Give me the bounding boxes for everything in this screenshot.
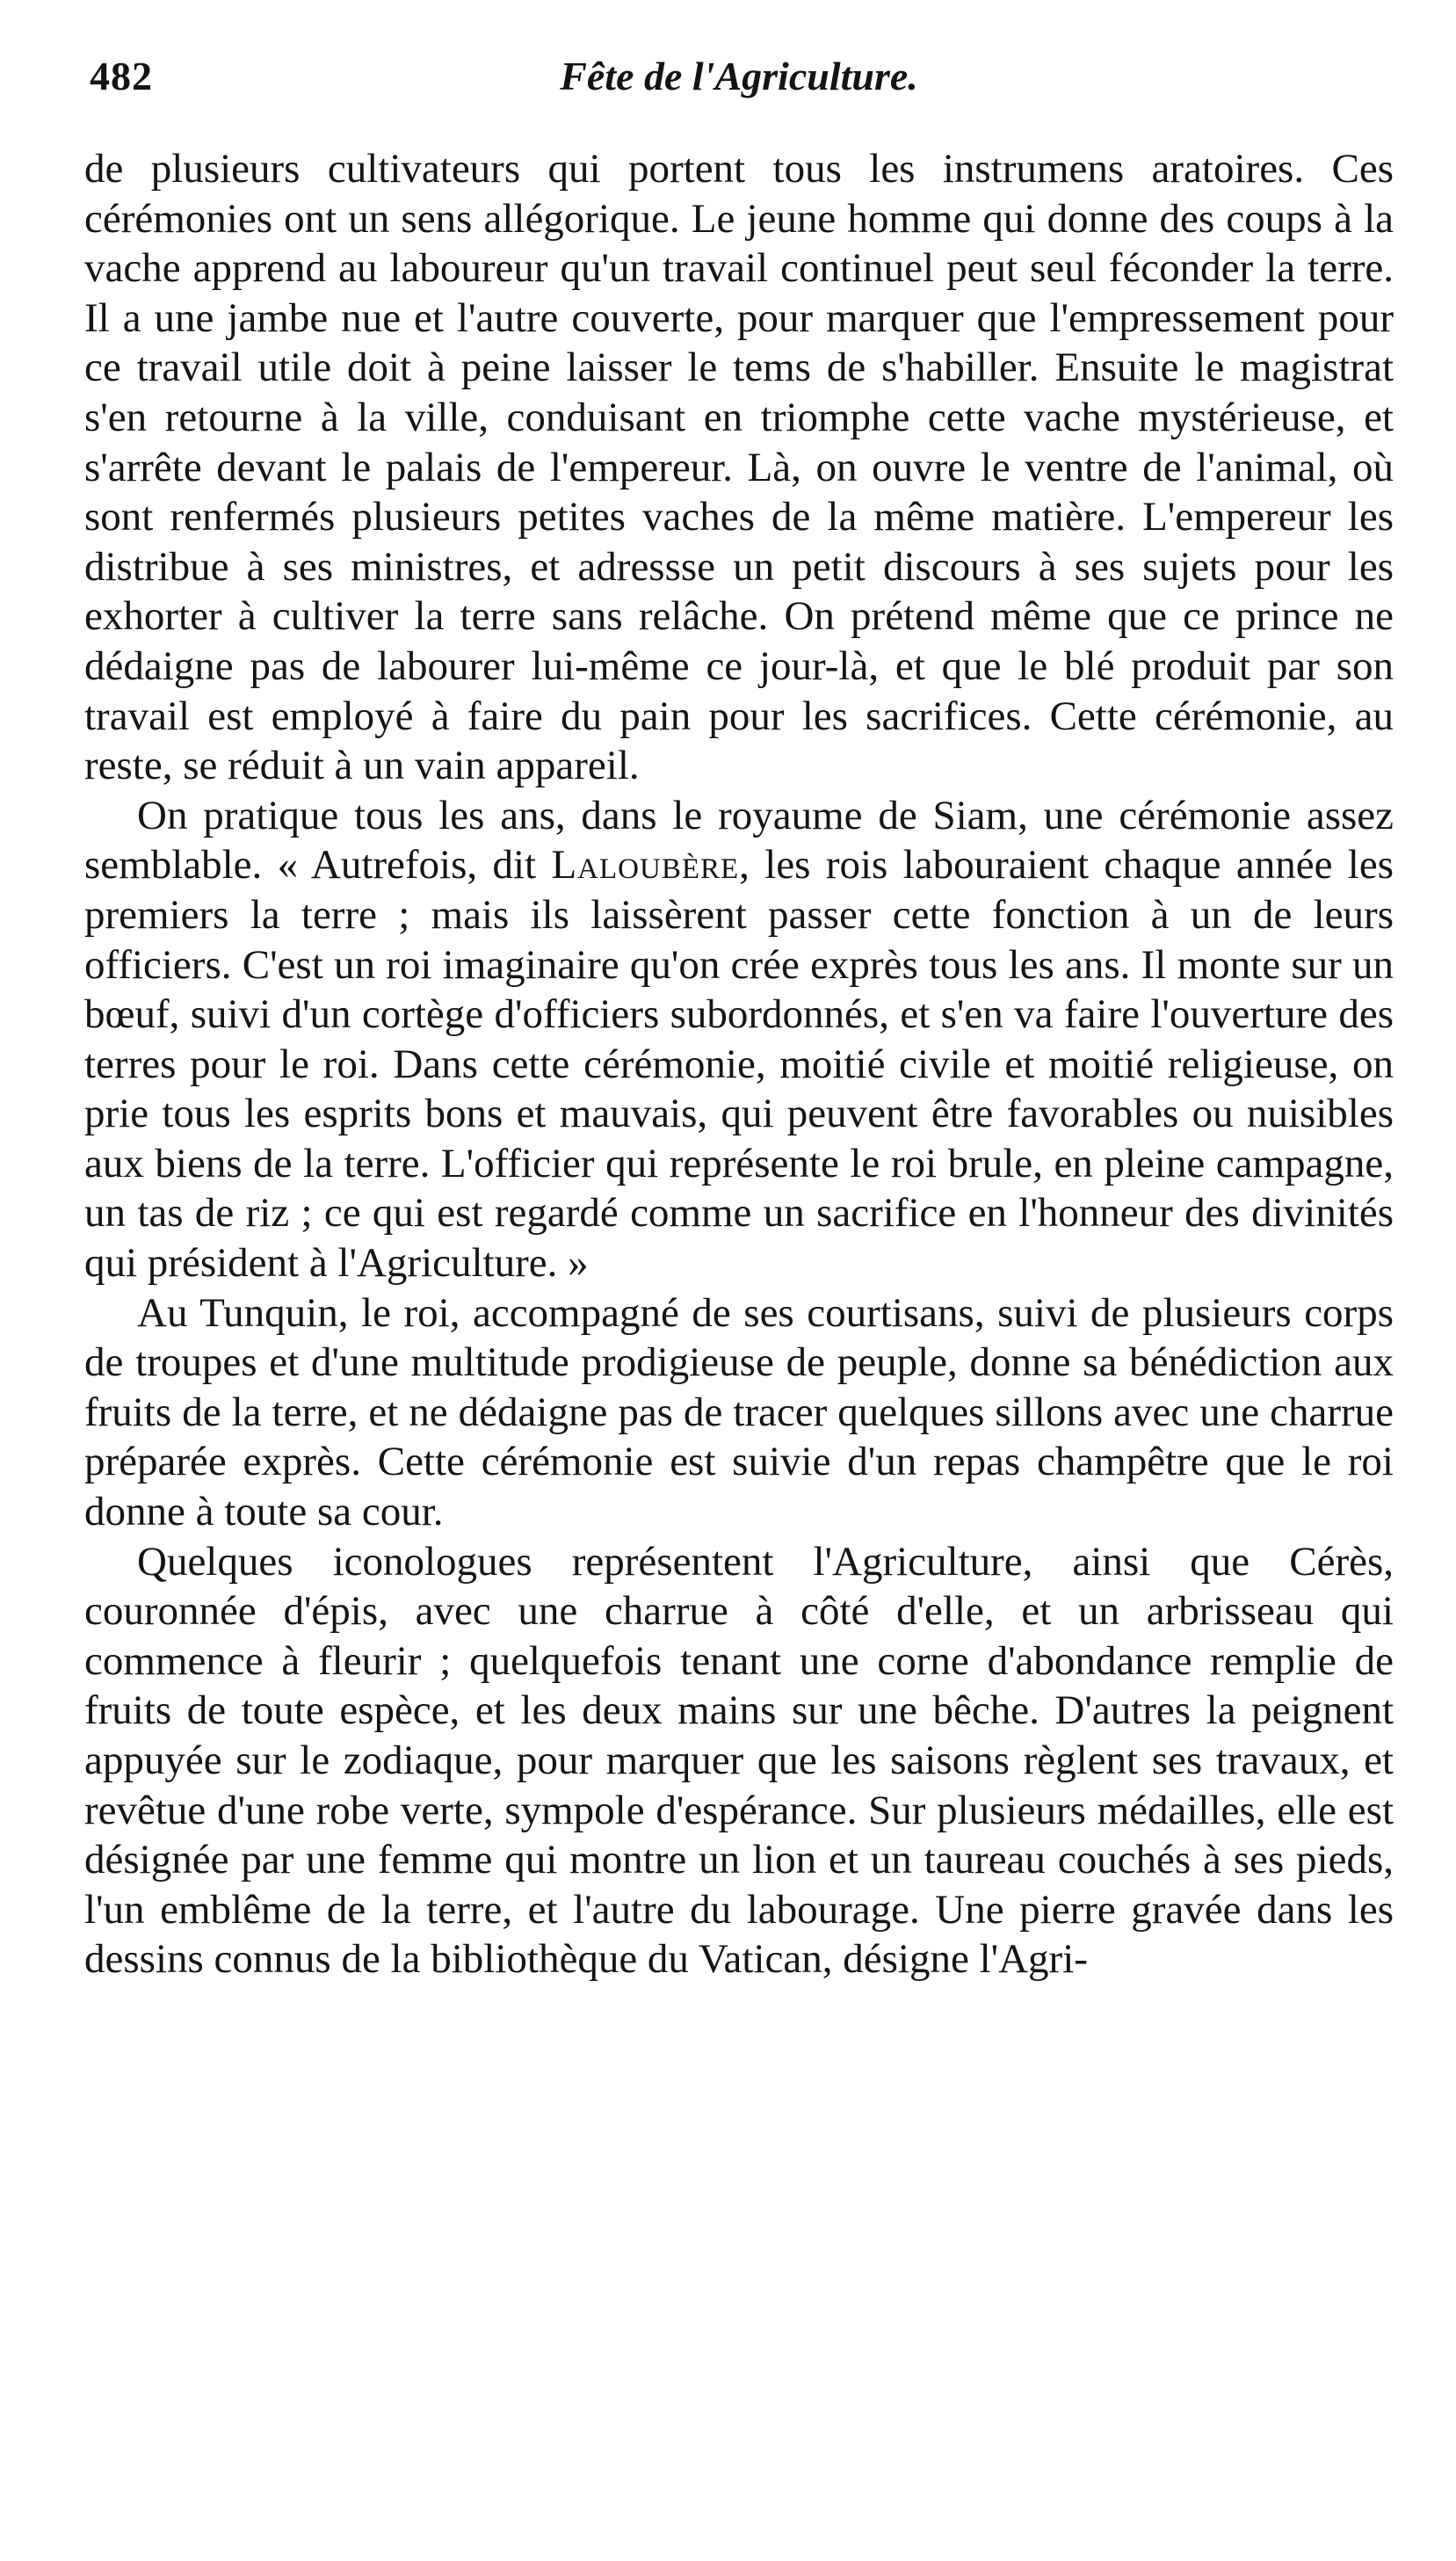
- paragraph-2: [84, 791, 1394, 1288]
- paragraph-1: de plusieurs cultivateurs qui portent tous les instrumens aratoires. Ces cérémonies ont un sens allégorique. Le jeune homme qui donne des coups à la vache apprend au laboureur qu'un travail continuel peut seul féconder la terre. Il a une jambe nue et l'autre couverte, pour marquer que l'empressement pour ce travail utile doit à peine laisser le tems de s'habiller. Ensuite le magistrat s'en retourne à la ville, conduisant en triomphe cette vache mystérieuse, et s'arrête devant le palais de l'empereur. Là, on ouvre le ventre de l'animal, où sont renfermés plusieurs petites vaches de la même matière. L'empereur les distribue à ses ministres, et adressse un petit discours à ses sujets pour les exhorter à cultiver la terre sans relâche. On prétend même que ce prince ne dédaigne pas de labourer lui-même ce jour-là, et que le blé produit par son travail est employé à faire du pain pour les sacrifices. Cette cérémonie, au reste, se réduit à un vain appareil.: [84, 146, 1394, 789]
- body-text: [84, 144, 1394, 1984]
- book-page: [84, 53, 1394, 1984]
- paragraph-2-after: , les rois labouraient chaque année les premiers la terre ; mais ils laissèrent passer cette fonction à un de leurs officiers. C'est un roi imaginaire qu'on crée exprès tous les ans. Il monte sur un bœuf, suivi d'un cortège d'officiers subordonnés, et s'en va faire l'ouverture des terres pour le roi. Dans cette cérémonie, moitié civile et moitié religieuse, on prie tous les esprits bons et mauvais, qui peuvent être favorables ou nuisibles aux biens de la terre. L'officier qui représente le roi brule, en pleine campagne, un tas de riz ; ce qui est regardé comme un sacrifice en l'honneur des divinités qui président à l'Agriculture. »: [84, 842, 1394, 1287]
- author-name: Laloubère: [551, 842, 740, 889]
- paragraph-2-before: On pratique tous les ans, dans le royaume de Siam, une cérémonie assez semblable. « Autrefois, dit: [84, 792, 1394, 889]
- running-head: [84, 53, 1394, 114]
- page-number: 482: [90, 54, 153, 98]
- paragraph-4: Quelques iconologues représentent l'Agriculture, ainsi que Cérès, couronnée d'épis, avec une charrue à côté d'elle, et un arbrisseau qui commence à fleurir ; quelquefois tenant une corne d'abondance remplie de fruits de toute espèce, et les deux mains sur une bêche. D'autres la peignent appuyée sur le zodiaque, pour marquer que les saisons règlent ses travaux, et revêtue d'une robe verte, sympole d'espérance. Sur plusieurs médailles, elle est désignée par une femme qui montre un lion et un taureau couchés à ses pieds, l'un emblême de la terre, et l'autre du labourage. Une pierre gravée dans les dessins connus de la bibliothèque du Vatican, désigne l'Agri-: [84, 1538, 1394, 1983]
- paragraph-3: Au Tunquin, le roi, accompagné de ses courtisans, suivi de plusieurs corps de troupes et d'une multitude prodigieuse de peuple, donne sa bénédiction aux fruits de la terre, et ne dédaigne pas de tracer quelques sillons avec une charrue préparée exprès. Cette cérémonie est suivie d'un repas champêtre que le roi donne à toute sa cour.: [84, 1289, 1394, 1535]
- running-title: Fête de l'Agriculture.: [560, 54, 918, 98]
